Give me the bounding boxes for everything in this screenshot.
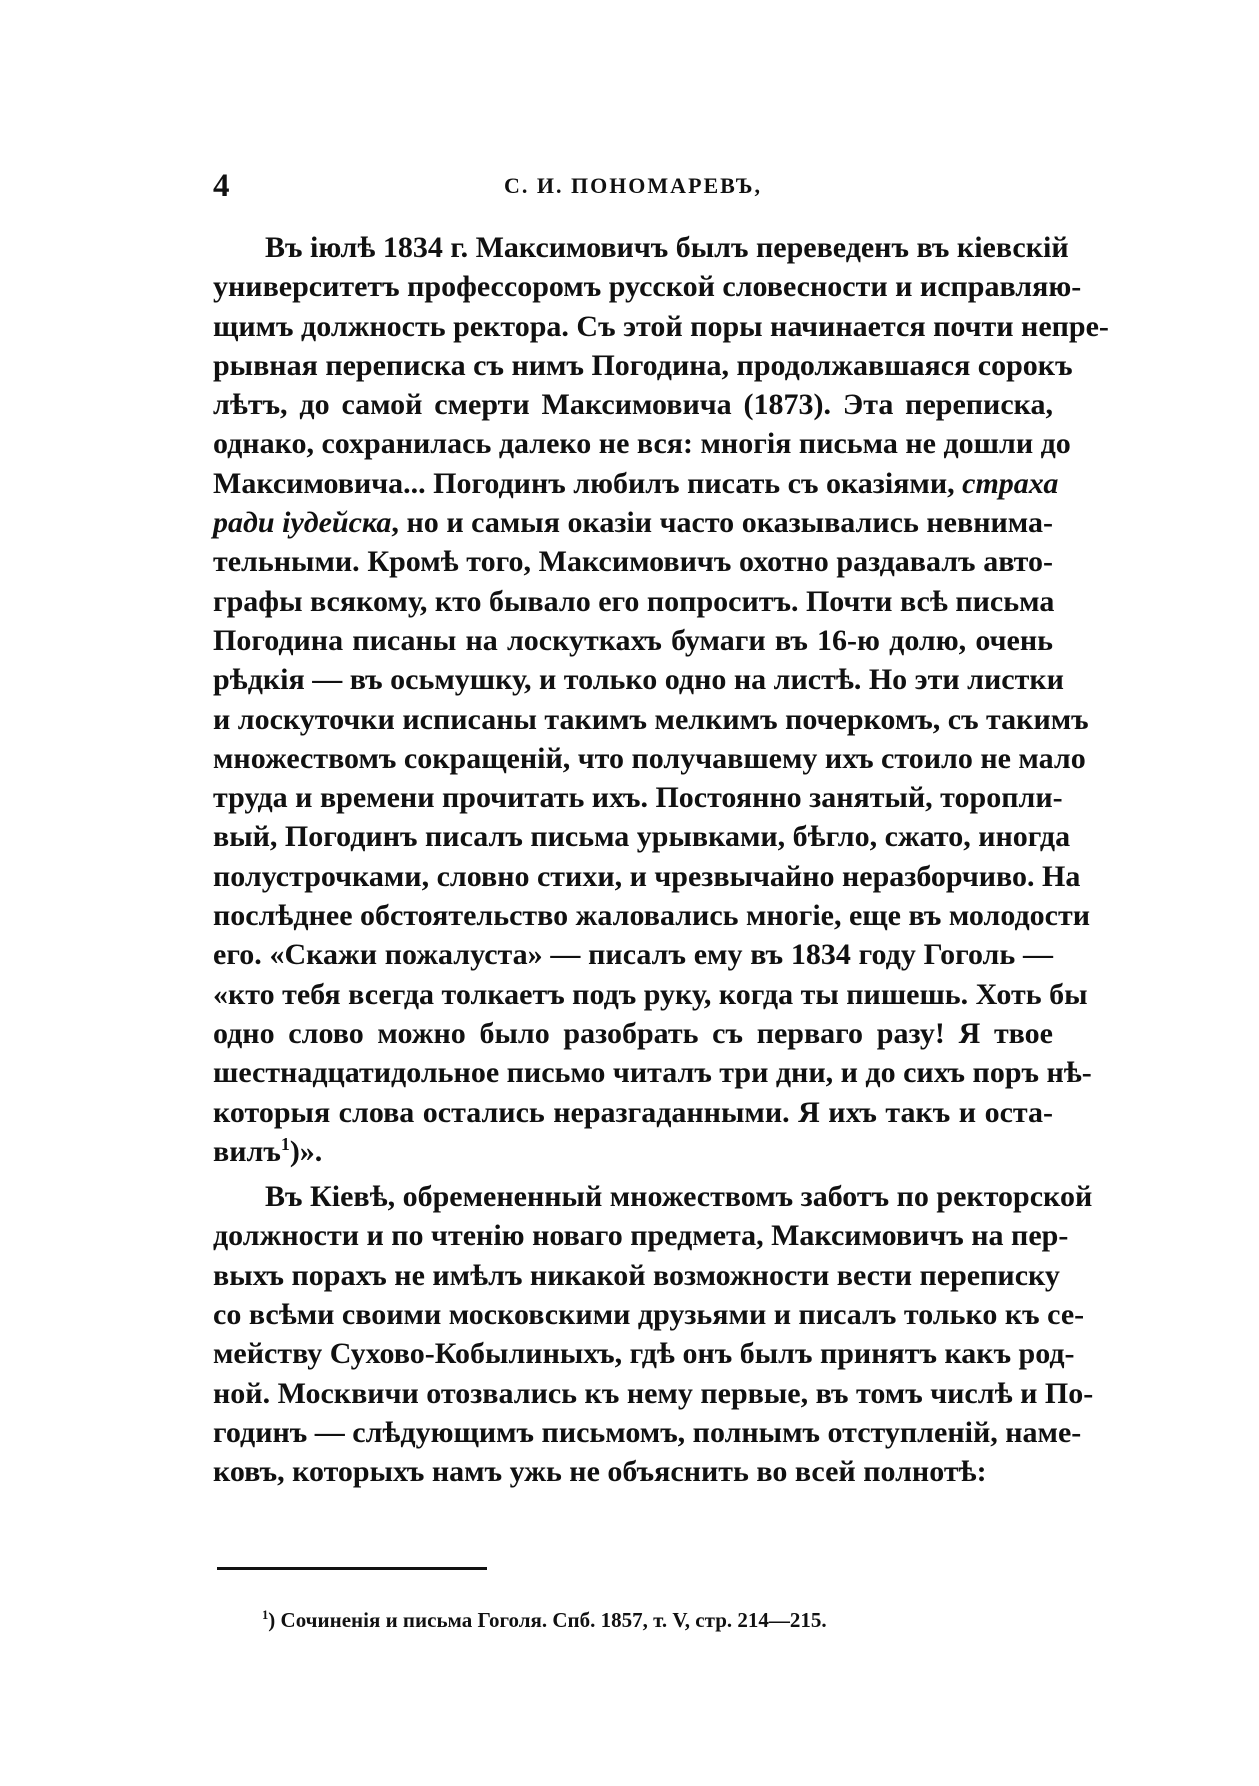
- page-header: [213, 166, 1053, 206]
- text-line: [213, 1413, 1082, 1452]
- line-text: множествомъ сокращеній, что получавшему ихъ стоило не мало: [213, 741, 1086, 775]
- text-line: [213, 346, 1073, 385]
- line-text: должности и по чтенію новаго предмета, Максимовичъ на пер-: [213, 1219, 1069, 1253]
- text-line: [213, 1256, 1060, 1295]
- footnote-mark: 1: [262, 1608, 269, 1622]
- footnote-divider: [217, 1567, 487, 1570]
- text-line: [213, 660, 1064, 699]
- line-text: ной. Москвичи отозвались къ нему первые, въ томъ числѣ и По-: [213, 1376, 1094, 1410]
- line-text: Въ Кіевѣ, обремененный множествомъ заботъ по ректорской: [265, 1180, 1093, 1214]
- text-line: [213, 857, 1081, 896]
- text-line: [213, 385, 1053, 424]
- line-text: вилъ: [213, 1134, 281, 1168]
- text-line: [213, 228, 1069, 267]
- line-text: одно слово можно было разобрать съ перваго разу! Я твое: [213, 1016, 1053, 1050]
- line-text: годинъ — слѣдующимъ письмомъ, полнымъ отступленій, наме-: [213, 1415, 1082, 1449]
- body-text: [213, 228, 1109, 1492]
- text-line: [213, 1374, 1094, 1413]
- text-line: [213, 817, 1071, 856]
- line-text: тельными. Кромѣ того, Максимовичъ охотно раздавалъ авто-: [213, 545, 1053, 579]
- text-line: [213, 1093, 1053, 1132]
- text-line: ради іудейска, но и самыя оказіи часто оказывались невнима-: [213, 506, 1053, 540]
- text-line: [213, 267, 1082, 306]
- line-text: лѣтъ, до самой смерти Максимовича (1873). Эта переписка,: [213, 388, 1053, 422]
- footnote-text: ) Сочиненія и письма Гоголя. Спб. 1857, т. V, стр. 214—215.: [268, 1608, 827, 1632]
- line-text: его. «Скажи пожалуста» — писалъ ему въ 1834 году Гоголь —: [213, 938, 1053, 972]
- text-line: [213, 896, 1091, 935]
- line-text: вый, Погодинъ писалъ письма урывками, бѣгло, сжато, иногда: [213, 820, 1071, 854]
- text-line: [213, 1132, 1053, 1171]
- line-text: шестнадцатидольное письмо читалъ три дни, и до сихъ поръ нѣ-: [213, 1056, 1092, 1090]
- line-suffix: )».: [289, 1134, 323, 1168]
- text-line: [213, 1295, 1085, 1334]
- line-text: труда и времени прочитать ихъ. Постоянно занятый, торопли-: [213, 781, 1063, 815]
- text-line: [213, 1053, 1092, 1092]
- italic-phrase: страха: [962, 466, 1059, 500]
- italic-phrase: ради іудейска: [213, 506, 392, 540]
- text-line: [213, 935, 1053, 974]
- paragraph: [213, 1177, 1094, 1491]
- running-head: С. И. ПОНОМАРЕВЪ,: [503, 173, 763, 198]
- text-line: [213, 1014, 1053, 1053]
- text-line: [213, 542, 1053, 581]
- line-text: ковъ, которыхъ намъ ужь не объяснить во всей полнотѣ:: [213, 1455, 987, 1489]
- paragraph: [213, 228, 1109, 1171]
- line-text: рѣдкія — въ осьмушку, и только одно на листѣ. Но эти листки: [213, 663, 1064, 697]
- line-text: которыя слова остались неразгаданными. Я ихъ такъ и оста-: [213, 1095, 1053, 1129]
- page-number: 4: [213, 168, 230, 204]
- line-text: Въ іюлѣ 1834 г. Максимовичъ былъ переведенъ въ кіевскій: [265, 231, 1069, 264]
- line-text: однако, сохранилась далеко не вся: многія письма не дошли до: [213, 427, 1071, 461]
- text-line: [213, 1177, 1093, 1216]
- line-text: мейству Сухово-Кобылиныхъ, гдѣ онъ былъ принятъ какъ род-: [213, 1337, 1075, 1371]
- text-line: [213, 621, 1053, 660]
- footnote: [262, 1605, 827, 1635]
- line-text: со всѣми своими московскими друзьями и писалъ только къ се-: [213, 1298, 1085, 1332]
- line-text: рывная переписка съ нимъ Погодина, продолжавшаяся сорокъ: [213, 348, 1073, 382]
- line-text: и лоскуточки исписаны такимъ мелкимъ почеркомъ, съ такимъ: [213, 702, 1089, 736]
- line-text: выхъ порахъ не имѣлъ никакой возможности вести переписку: [213, 1258, 1060, 1292]
- line-text: Погодина писаны на лоскуткахъ бумаги въ 16-ю долю, очень: [213, 623, 1053, 657]
- text-line: [213, 739, 1086, 778]
- text-line: [213, 1452, 1053, 1491]
- line-text: «кто тебя всегда толкаетъ подъ руку, когда ты пишешь. Хоть бы: [213, 977, 1088, 1011]
- text-line: [213, 778, 1063, 817]
- line-text: университетъ профессоромъ русской словесности и исправляю-: [213, 270, 1082, 304]
- line-text: графы всякому, кто бывало его попроситъ. Почти всѣ письма: [213, 584, 1055, 618]
- text-line: [213, 700, 1089, 739]
- text-line: [213, 975, 1088, 1014]
- text-line: [213, 1216, 1069, 1255]
- text-line: [213, 1334, 1075, 1373]
- text-line: [213, 582, 1053, 621]
- text-line: Максимовича... Погодинъ любилъ писать съ оказіями, страха: [213, 466, 1059, 500]
- line-text: полустрочками, словно стихи, и чрезвычайно неразборчиво. На: [213, 859, 1081, 893]
- line-text: послѣднее обстоятельство жаловались многіе, еще въ молодости: [213, 899, 1091, 933]
- footnote-reference: 1: [280, 1133, 290, 1154]
- text-line: [213, 424, 1071, 463]
- text-line: [213, 307, 1109, 346]
- line-text: щимъ должность ректора. Съ этой поры начинается почти непре-: [213, 309, 1109, 343]
